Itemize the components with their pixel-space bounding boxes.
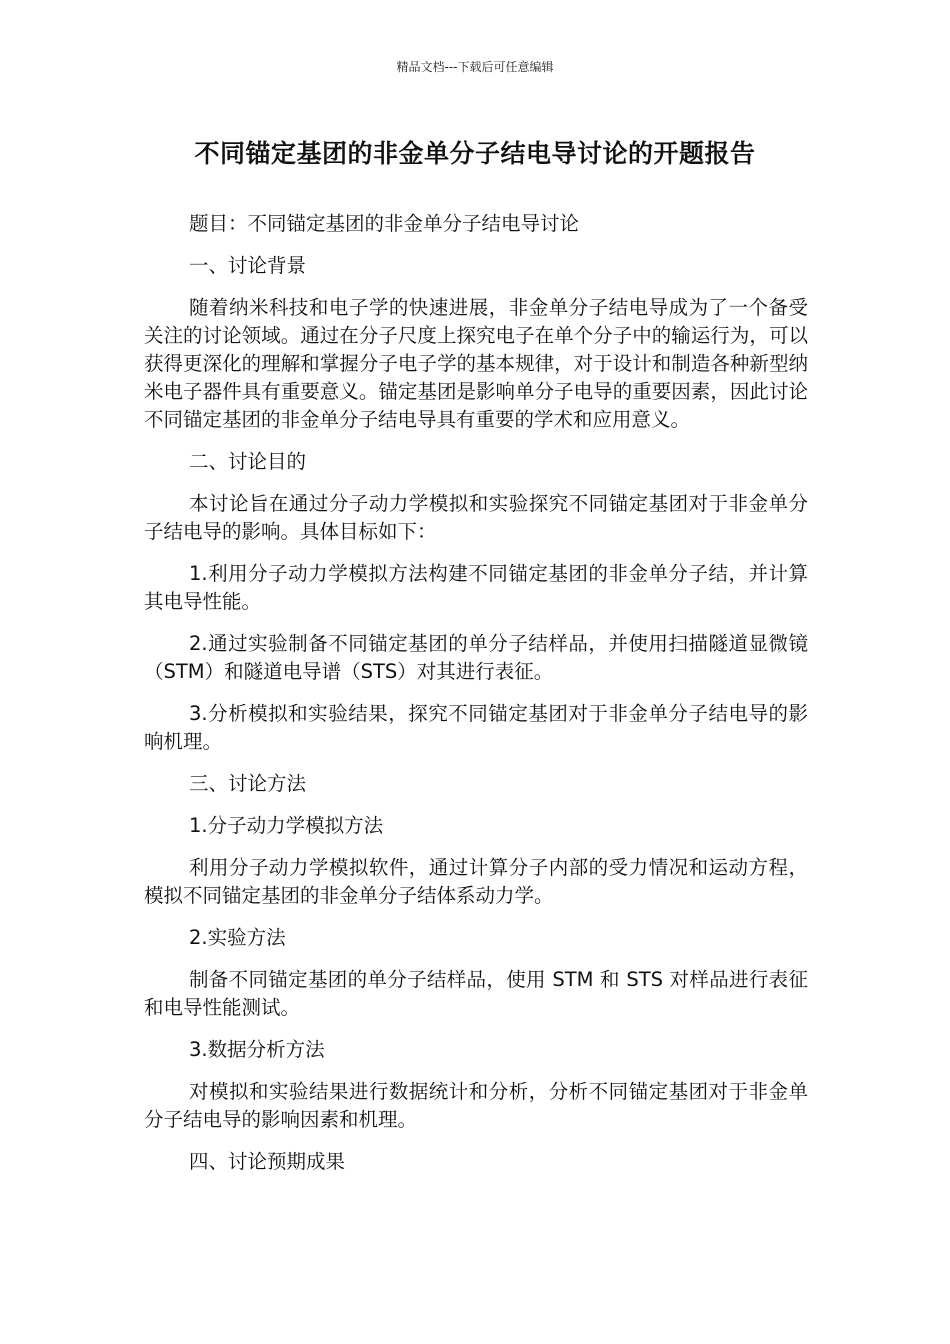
background-paragraph: 随着纳米科技和电子学的快速进展，非金单分子结电导成为了一个备受关注的讨论领域。通过在分子尺度上探究电子在单个分子中的输运行为，可以获得更深化的理解和掌握分子电子学的基本规律，对于设计和制造各种新型纳米电子器件具有重要意义。锚定基团是影响单分子电导的重要因素，因此讨论不同锚定基团的非金单分子结电导具有重要的学术和应用意义。 <box>144 296 808 431</box>
document-body <box>144 210 808 1190</box>
purpose-item-3: 3.分析模拟和实验结果，探究不同锚定基团对于非金单分子结电导的影响机理。 <box>144 702 808 753</box>
purpose-item-2: 2.通过实验制备不同锚定基团的单分子结样品，并使用扫描隧道显微镜（STM）和隧道电导谱（STS）对其进行表征。 <box>144 632 808 683</box>
header-note: 精品文档---下载后可任意编辑 <box>396 60 554 74</box>
method-paragraph-2: 制备不同锚定基团的单分子结样品，使用 STM 和 STS 对样品进行表征和电导性能测试。 <box>144 968 808 1019</box>
section-heading-methods: 三、讨论方法 <box>189 772 307 795</box>
method-heading-2: 2.实验方法 <box>189 926 286 949</box>
subject-line: 题目：不同锚定基团的非金单分子结电导讨论 <box>189 212 580 235</box>
section-heading-purpose: 二、讨论目的 <box>189 450 307 473</box>
method-paragraph-1: 利用分子动力学模拟软件，通过计算分子内部的受力情况和运动方程，模拟不同锚定基团的非金单分子结体系动力学。 <box>144 856 808 907</box>
purpose-paragraph: 本讨论旨在通过分子动力学模拟和实验探究不同锚定基团对于非金单分子结电导的影响。具体目标如下： <box>144 492 808 543</box>
purpose-item-1: 1.利用分子动力学模拟方法构建不同锚定基团的非金单分子结，并计算其电导性能。 <box>144 562 808 613</box>
section-heading-background: 一、讨论背景 <box>189 254 307 277</box>
method-paragraph-3: 对模拟和实验结果进行数据统计和分析，分析不同锚定基团对于非金单分子结电导的影响因素和机理。 <box>144 1080 808 1131</box>
section-heading-outcomes: 四、讨论预期成果 <box>189 1150 346 1173</box>
method-heading-3: 3.数据分析方法 <box>189 1038 325 1061</box>
method-heading-1: 1.分子动力学模拟方法 <box>189 814 384 837</box>
document-title: 不同锚定基团的非金单分子结电导讨论的开题报告 <box>194 139 756 168</box>
